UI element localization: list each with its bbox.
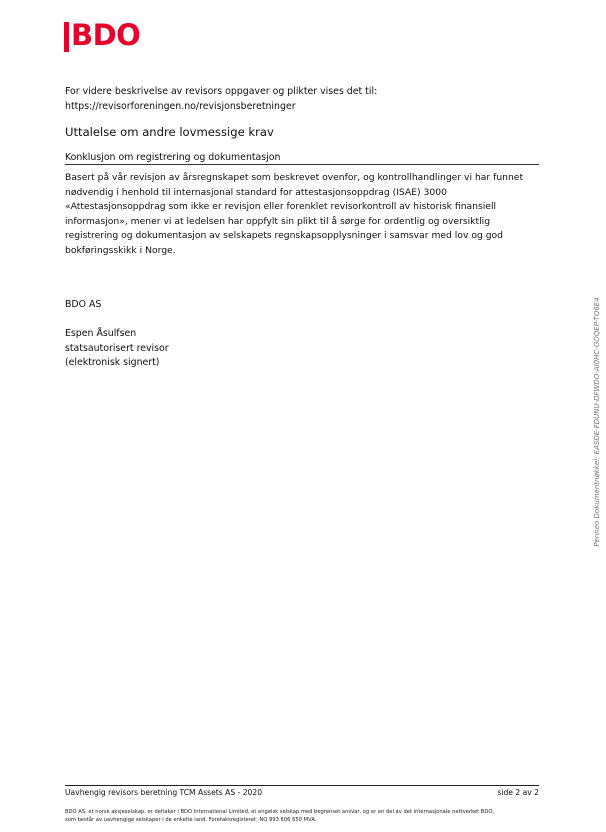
page-number: side 2 av 2 — [497, 788, 539, 797]
body-line: nødvendig i henhold til internasjonal standard for attestasjonsoppdrag (ISAE) 3000 — [65, 186, 447, 198]
legal-line-1: BDO AS, et norsk aksjeselskap, er deltaker i BDO International Limited, et engelsk selskap med begrenset ansvar, og er en del av det internasjonale nettverket BDO, — [65, 809, 495, 815]
signer-title: statsautorisert revisor — [65, 342, 169, 354]
body-line: informasjon», mener vi at ledelsen har oppfylt sin plikt til å sørge for ordentlig og oversiktlig — [65, 215, 491, 227]
signature-block — [65, 298, 169, 371]
signer-note: (elektronisk signert) — [65, 357, 160, 369]
body-line: bokføringsskikk i Norge. — [65, 244, 176, 256]
intro-link[interactable]: https://revisorforeningen.no/revisjonsberetninger — [65, 100, 296, 112]
section-title: Uttalelse om andre lovmessige krav — [65, 125, 274, 139]
signer-name: Espen Åsulfsen — [65, 328, 137, 340]
signer-firm: BDO AS — [65, 299, 102, 310]
legal-line-2: som består av uavhengige selskaper i de enkelte land. Foretaksregisteret: NO 993 606 650 MVA. — [65, 817, 317, 823]
intro-line-1: For videre beskrivelse av revisors oppgaver og plikter vises det til: — [65, 86, 378, 97]
body-line: registrering og dokumentasjon av selskapets regnskapsopplysninger i samsvar med lov og god — [65, 230, 503, 242]
conclusion-paragraph — [65, 171, 539, 259]
footer-rule — [65, 785, 539, 786]
logo-bar — [64, 22, 69, 52]
document-key: Penneo Dokumentnøkkel: EASDE-FDUNU-DFWDO-AI0HC-GOQEP-TO6E4 — [593, 297, 601, 547]
body-line: «Attestasjonsoppdrag som ikke er revisjon eller forenklet revisorkontroll av historisk finansiell — [65, 201, 497, 213]
body-line: Basert på vår revisjon av årsregnskapet som beskrevet ovenfor, og kontrollhandlinger vi har funnet — [65, 172, 524, 183]
footer-title: Uavhengig revisors beretning TCM Assets AS - 2020 — [65, 788, 263, 797]
logo-text: BDO — [71, 18, 141, 52]
heading-rule — [65, 164, 539, 165]
sub-heading: Konklusjon om registrering og dokumentasjon — [65, 152, 281, 163]
intro-paragraph — [65, 85, 377, 114]
legal-notice — [65, 808, 494, 824]
